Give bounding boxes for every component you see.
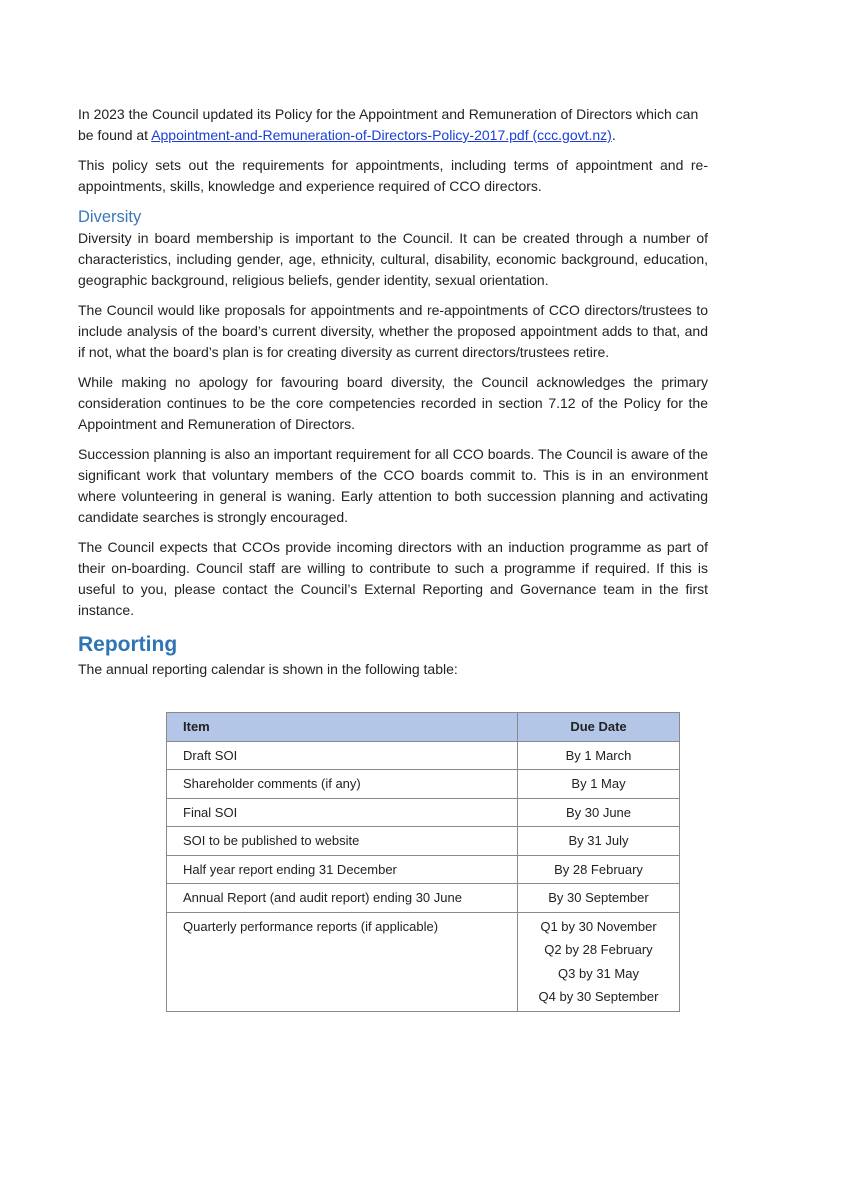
due-date-cell: By 31 July: [518, 827, 680, 856]
due-date-cell-quarterly: [518, 912, 680, 1011]
item-cell: Annual Report (and audit report) ending 30 June: [167, 884, 518, 913]
item-cell: SOI to be published to website: [167, 827, 518, 856]
item-cell: Final SOI: [167, 798, 518, 827]
item-cell: Half year report ending 31 December: [167, 855, 518, 884]
diversity-paragraph: Diversity in board membership is important to the Council. It can be created through a number of characteristics, including gender, age, ethnicity, cultural, disability, economic background, education, geographic background, religious beliefs, gender identity, sexual orientation.: [78, 230, 708, 288]
requirements-paragraph: This policy sets out the requirements for appointments, including terms of appointment and re-appointments, skills, knowledge and experience required of CCO directors.: [78, 157, 708, 194]
induction-paragraph: The Council expects that CCOs provide incoming directors with an induction programme as part of their on-boarding. Council staff are willing to contribute to such a programme if required. If this is useful to you, please contact the Council’s External Reporting and Governance team in the first instance.: [78, 539, 708, 618]
policy-text-end: .: [611, 127, 616, 143]
table-row: [167, 827, 680, 856]
table-row: [167, 884, 680, 913]
policy-link[interactable]: Appointment-and-Remuneration-of-Directors-Policy-2017.pdf (ccc.govt.nz): [151, 127, 612, 143]
policy-paragraph: [78, 104, 708, 146]
item-cell: Draft SOI: [167, 741, 518, 770]
reporting-intro: The annual reporting calendar is shown in the following table:: [78, 661, 458, 677]
due-date-cell: By 1 March: [518, 741, 680, 770]
due-date-cell: By 30 June: [518, 798, 680, 827]
column-header-item: Item: [167, 713, 518, 742]
quarter-due-date: Q3 by 31 May: [558, 965, 639, 981]
reporting-heading: Reporting: [78, 633, 178, 656]
diversity-heading: Diversity: [78, 208, 142, 226]
table-row: [167, 855, 680, 884]
due-date-cell: By 28 February: [518, 855, 680, 884]
table-row: [167, 798, 680, 827]
diversity-paragraph: While making no apology for favouring board diversity, the Council acknowledges the primary consideration continues to be the core competencies recorded in section 7.12 of the Policy for the Appointment and Remuneration of Directors.: [78, 374, 708, 432]
column-header-due-date: Due Date: [518, 713, 680, 742]
quarter-due-date: Q1 by 30 November: [540, 918, 657, 934]
quarter-due-date: Q2 by 28 February: [544, 942, 653, 957]
diversity-paragraph: The Council would like proposals for appointments and re-appointments of CCO directors/trustees to include analysis of the board’s current diversity, whether the proposed appointment adds to that, and if not, what the board’s plan is for creating diversity as current directors/trustees retire.: [78, 302, 708, 360]
item-cell: Quarterly performance reports (if applicable): [167, 912, 518, 1011]
quarter-due-date: Q4 by 30 September: [538, 989, 659, 1004]
succession-paragraph: Succession planning is also an important requirement for all CCO boards. The Council is aware of the significant work that voluntary members of the CCO boards commit to. This is in an environment where volunteering in general is waning. Early attention to both succession planning and activating candidate searches is strongly encouraged.: [78, 446, 708, 525]
due-date-cell: By 30 September: [518, 884, 680, 913]
table-row: [167, 741, 680, 770]
document-body: [78, 104, 708, 689]
table-header-row: [167, 713, 680, 742]
table-row: [167, 912, 680, 1011]
reporting-calendar-table: [166, 712, 680, 1012]
due-date-cell: By 1 May: [518, 770, 680, 799]
item-cell: Shareholder comments (if any): [167, 770, 518, 799]
table-row: [167, 770, 680, 799]
policy-text: In 2023 the Council updated its Policy for the Appointment and Remuneration of Directors which can be found at: [78, 106, 699, 143]
